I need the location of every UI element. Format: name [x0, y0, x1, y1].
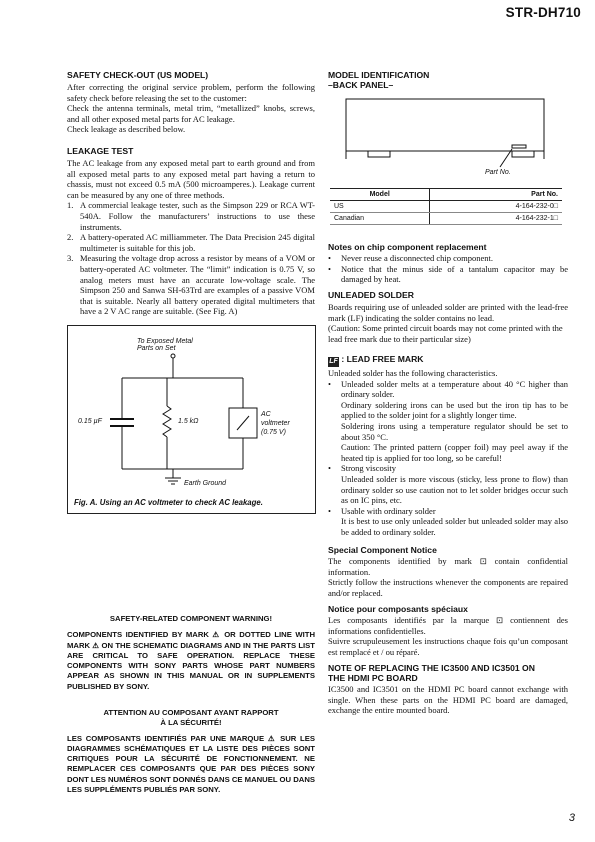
model-id-heading-line1: MODEL IDENTIFICATION [328, 70, 430, 80]
list-item: • Notice that the minus side of a tantalum capacitor may be damaged by heat. [328, 263, 568, 285]
unleaded-solder-section [328, 290, 568, 344]
leakage-test-body: The AC leakage from any exposed metal part to earth ground and from all exposed metal parts to any exposed metal part having a return to chassis, must not exceed 0.5 mA (500 microamperes.). Leakage current can be measured by any one of three methods. [67, 158, 315, 200]
back-panel-drawing [340, 95, 550, 175]
capacitor-label: 0.15 µF [78, 418, 102, 425]
safety-warning-title: SAFETY-RELATED COMPONENT WARNING! [109, 614, 273, 623]
unleaded-solder-body: Boards requiring use of unleaded solder are printed with the lead-free mark (LF) indicating the solder contains no lead. [328, 302, 568, 323]
part-no-callout: Part No. [485, 169, 511, 176]
safety-checkout-heading: SAFETY CHECK-OUT (US MODEL) [67, 70, 209, 80]
notice-fr-heading: Notice pour composants spéciaux [328, 604, 468, 614]
safety-checkout-section [67, 70, 315, 135]
voltmeter-label: AC voltmeter (0.75 V) [261, 411, 290, 436]
list-item: • Never reuse a disconnected chip component. [328, 253, 493, 263]
attention-body: LES COMPOSANTS IDENTIFIÉS PAR UNE MARQUE ⚠ SUR LES DIAGRAMMES SCHÉMATIQUES ET LA LISTE DES PIÈCES SONT CRITIQUES POUR LA SÉCURITÉ DE FONCTIONNEMENT. NE REMPLACER CES COMPOSANTS QUE PAR DES PIÈCES SONY DONT LES NUMÉROS SONT DONNÉS DANS CE MANUEL OU DANS LES SUPPLÉMENTS PUBLIÉS PAR SONY. [67, 733, 316, 795]
safety-checkout-body: After correcting the original service problem, perform the following safety check before releasing the set to the customer: Check the antenna terminals, metal trim, “metallized” knobs, screws, and all other exposed metal parts for AC leakage. Check leakage as described below. [67, 82, 315, 135]
figure-caption: Fig. A. Using an AC voltmeter to check AC leakage. [74, 498, 263, 507]
unleaded-solder-heading: UNLEADED SOLDER [328, 290, 414, 300]
ic-note-body: IC3500 and IC3501 on the HDMI PC board cannot exchange with single. When these parts on the HDMI PC board are damaged, exchange the entire mounted board. [328, 684, 568, 716]
special-component-body2: Strictly follow the instructions whenever the components are repaired and/or replaced. [328, 577, 568, 598]
model-table [330, 188, 562, 225]
ic-note-heading-line2: THE HDMI PC BOARD [328, 673, 418, 683]
model-id-heading-line2: –BACK PANEL– [328, 80, 394, 90]
probe-label: To Exposed Metal Parts on Set [137, 338, 193, 352]
notice-fr-section [328, 604, 568, 657]
column-header: Model [330, 189, 430, 201]
chip-notes-section [328, 242, 568, 285]
safety-warning [67, 614, 315, 692]
earth-ground-label: Earth Ground [184, 480, 227, 487]
lead-free-section [328, 354, 568, 538]
unleaded-solder-caution: (Caution: Some printed circuit boards may not come printed with the lead free mark due to their particular size) [328, 323, 563, 344]
notice-fr-body1: Les composants identifiés par la marque ⊡ contiennent des informations confidentielles. [328, 615, 568, 636]
column-header: Part No. [430, 189, 562, 201]
attention-warning [67, 708, 315, 795]
ic-note-section [328, 663, 568, 716]
leakage-methods-list [67, 200, 315, 317]
resistor-label: 1.5 kΩ [178, 418, 199, 425]
chip-notes-heading: Notes on chip component replacement [328, 242, 487, 252]
model-table-wrap [330, 188, 562, 225]
model-header: STR-DH710 [505, 5, 581, 20]
page-number: 3 [568, 812, 575, 824]
list-item: 1. A commercial leakage tester, such as the Simpson 229 or RCA WT-540A. Follow the manufacturers’ instructions to use these instruments. [67, 200, 315, 232]
list-item: 2. A battery-operated AC milliammeter. The Data Precision 245 digital multimeter is suitable for this job. [67, 232, 315, 253]
lead-free-mark-icon: LF [329, 358, 338, 365]
list-item: • Usable with ordinary solder It is best to use only unleaded solder but unleaded solder may also be added to ordinary solder. [328, 505, 568, 537]
attention-title-line1: ATTENTION AU COMPOSANT AYANT RAPPORT [103, 708, 279, 717]
list-item: 3. Measuring the voltage drop across a resistor by means of a VOM or battery-operated AC voltmeter. The “limit” indication is 0.75 V, so analog meters must have an accurate low-voltage scale. The Simpson 250 and Sanwa SH-63Trd are examples of a passive VOM that is suitable. Nearly all battery operated digital multimeters that have a 2 V AC range are suitable. (See Fig. A) [67, 253, 315, 317]
lead-free-intro: Unleaded solder has the following characteristics. [328, 368, 498, 378]
leakage-test-section [67, 146, 315, 317]
table-row: US 4-164-232-0□ [330, 201, 562, 213]
attention-title-line2: À LA SÉCURITÉ! [160, 718, 222, 728]
lead-free-heading: : LEAD FREE MARK [341, 354, 424, 364]
ic-note-heading-line1: NOTE OF REPLACING THE IC3500 AND IC3501 ON [328, 663, 535, 673]
leakage-test-heading: LEAKAGE TEST [67, 146, 134, 156]
special-component-section [328, 545, 568, 598]
safety-warning-body: COMPONENTS IDENTIFIED BY MARK ⚠ OR DOTTED LINE WITH MARK ⚠ ON THE SCHEMATIC DIAGRAMS AND IN THE PARTS LIST ARE CRITICAL TO SAFE OPERATION. REPLACE THESE COMPONENTS WITH SONY PARTS WHOSE PART NUMBERS APPEAR AS SHOWN IN THIS MANUAL OR IN SUPPLEMENTS PUBLISHED BY SONY. [67, 630, 315, 691]
model-identification-section [328, 70, 568, 90]
special-component-body1: The components identified by mark ⊡ contain confidential information. [328, 556, 568, 577]
table-header-row [330, 189, 562, 201]
table-row: Canadian 4-164-232-1□ [330, 213, 562, 225]
list-item: • Unleaded solder melts at a temperature about 40 °C higher than ordinary solder. Ordinary soldering irons can be used but the iron tip has to be applied to the solder joint for a slightly longer time. Soldering irons using a temperature regulator should be set to about 350 °C. Caution: The printed pattern (copper foil) may peel away if the heated tip is applied for too long, so be careful! [328, 378, 568, 463]
special-component-heading: Special Component Notice [328, 545, 437, 555]
figure-a [67, 325, 316, 514]
list-item: • Strong viscosity Unleaded solder is more viscous (sticky, less prone to flow) than ordinary solder so use caution not to let solder bridges occur such as on IC pins, etc. [328, 463, 568, 506]
notice-fr-body2: Suivre scrupuleusement les instructions chaque fois qu’un composant est remplacé et / ou réparé. [328, 636, 568, 657]
